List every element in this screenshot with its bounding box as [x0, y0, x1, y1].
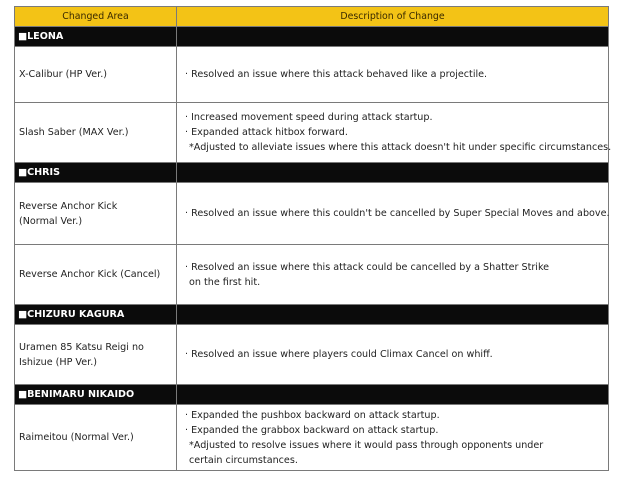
description-cell: · Expanded the pushbox backward on attack startup. · Expanded the grabbox backward on attack startup. *Adjusted to resolve issues where it would pass through opponents under certain circumstances. [177, 405, 609, 471]
table-row [15, 47, 609, 103]
changed-area-cell: Reverse Anchor Kick (Cancel) [15, 245, 177, 305]
changed-area-cell: X-Calibur (HP Ver.) [15, 47, 177, 103]
table-row [15, 183, 609, 245]
table-header [15, 7, 609, 27]
section-title: ■CHIZURU KAGURA [15, 305, 177, 325]
table-row [15, 405, 609, 471]
changed-area-cell: Reverse Anchor Kick (Normal Ver.) [15, 183, 177, 245]
section-header-leona [15, 27, 609, 47]
description-cell: · Resolved an issue where this couldn't be cancelled by Super Special Moves and above. [177, 183, 609, 245]
table-row [15, 245, 609, 305]
section-title: ■LEONA [15, 27, 177, 47]
changed-area-cell: Raimeitou (Normal Ver.) [15, 405, 177, 471]
header-changed-area: Changed Area [15, 7, 177, 27]
description-cell: · Resolved an issue where this attack behaved like a projectile. [177, 47, 609, 103]
changed-area-cell: Slash Saber (MAX Ver.) [15, 103, 177, 163]
description-cell: · Increased movement speed during attack startup. · Expanded attack hitbox forward. *Adjusted to alleviate issues where this attack doesn't hit under specific circumstances. [177, 103, 609, 163]
section-header-benimaru-nikaido [15, 385, 609, 405]
changed-area-cell: Uramen 85 Katsu Reigi no Ishizue (HP Ver.) [15, 325, 177, 385]
description-cell: · Resolved an issue where this attack could be cancelled by a Shatter Strike on the first hit. [177, 245, 609, 305]
description-cell: · Resolved an issue where players could Climax Cancel on whiff. [177, 325, 609, 385]
section-header-chizuru-kagura [15, 305, 609, 325]
table-row [15, 103, 609, 163]
change-table [14, 6, 612, 471]
header-description: Description of Change [177, 7, 609, 27]
section-title: ■BENIMARU NIKAIDO [15, 385, 177, 405]
table-row [15, 325, 609, 385]
section-title: ■CHRIS [15, 163, 177, 183]
section-header-chris [15, 163, 609, 183]
